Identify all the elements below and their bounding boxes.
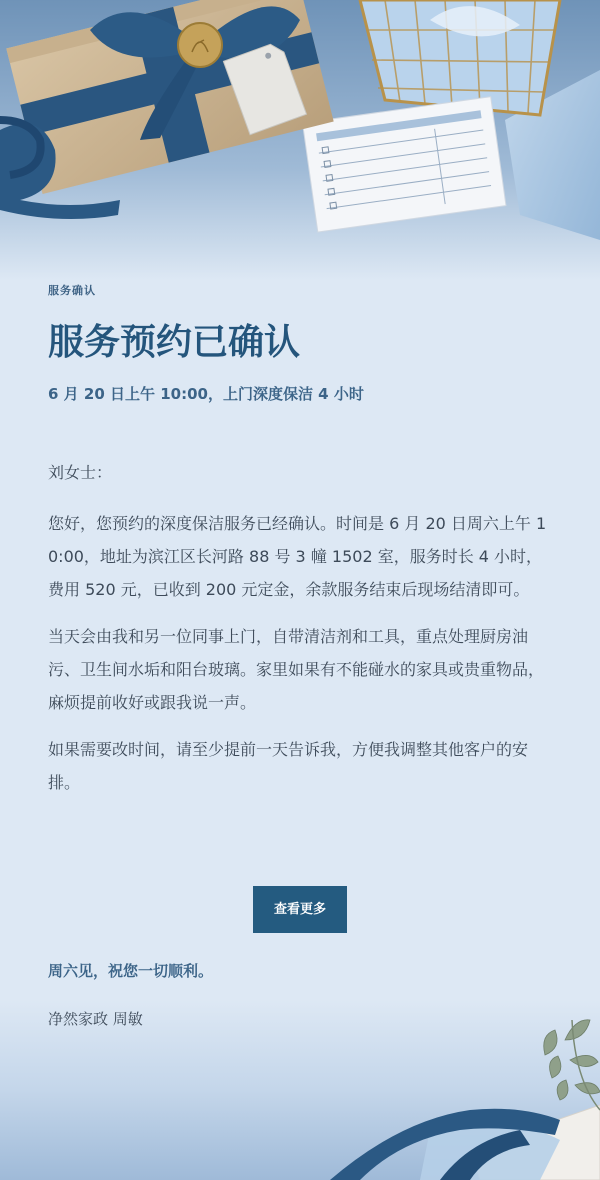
greeting: 刘女士： [48, 463, 113, 482]
header-illustration [0, 0, 600, 280]
paragraph-reschedule: 如果需要改时间，请至少提前一天告诉我，方便我调整其他客户的安排。 [48, 740, 529, 792]
paragraph-confirmation: 您好，您预约的深度保洁服务已经确认。时间是 6 月 20 日周六上午 10:00，地址为滨江区长河路 88 号 3 幢 1502 室，服务时长 4 小时，费用 520 元，已收到 200 元定金，余款服务结束后现场结清即可。 [48, 514, 547, 599]
cta-wrapper [253, 886, 347, 933]
eyebrow-label: 服务确认 [48, 284, 96, 297]
view-more-button[interactable]: 查看更多 [253, 886, 347, 933]
page-title: 服务预约已确认 [48, 322, 301, 363]
email-body [48, 283, 552, 799]
sender-signature: 净然家政 周敏 [48, 1010, 143, 1028]
closing-line: 周六见，祝您一切顺利。 [48, 962, 214, 980]
appointment-summary: 6 月 20 日上午 10:00，上门深度保洁 4 小时 [48, 385, 364, 403]
paragraph-service-details: 当天会由我和另一位同事上门，自带清洁剂和工具，重点处理厨房油污、卫生间水垢和阳台玻璃。家里如果有不能碰水的家具或贵重物品，麻烦提前收好或跟我说一声。 [48, 627, 545, 712]
gift-scene-icon [0, 0, 600, 280]
